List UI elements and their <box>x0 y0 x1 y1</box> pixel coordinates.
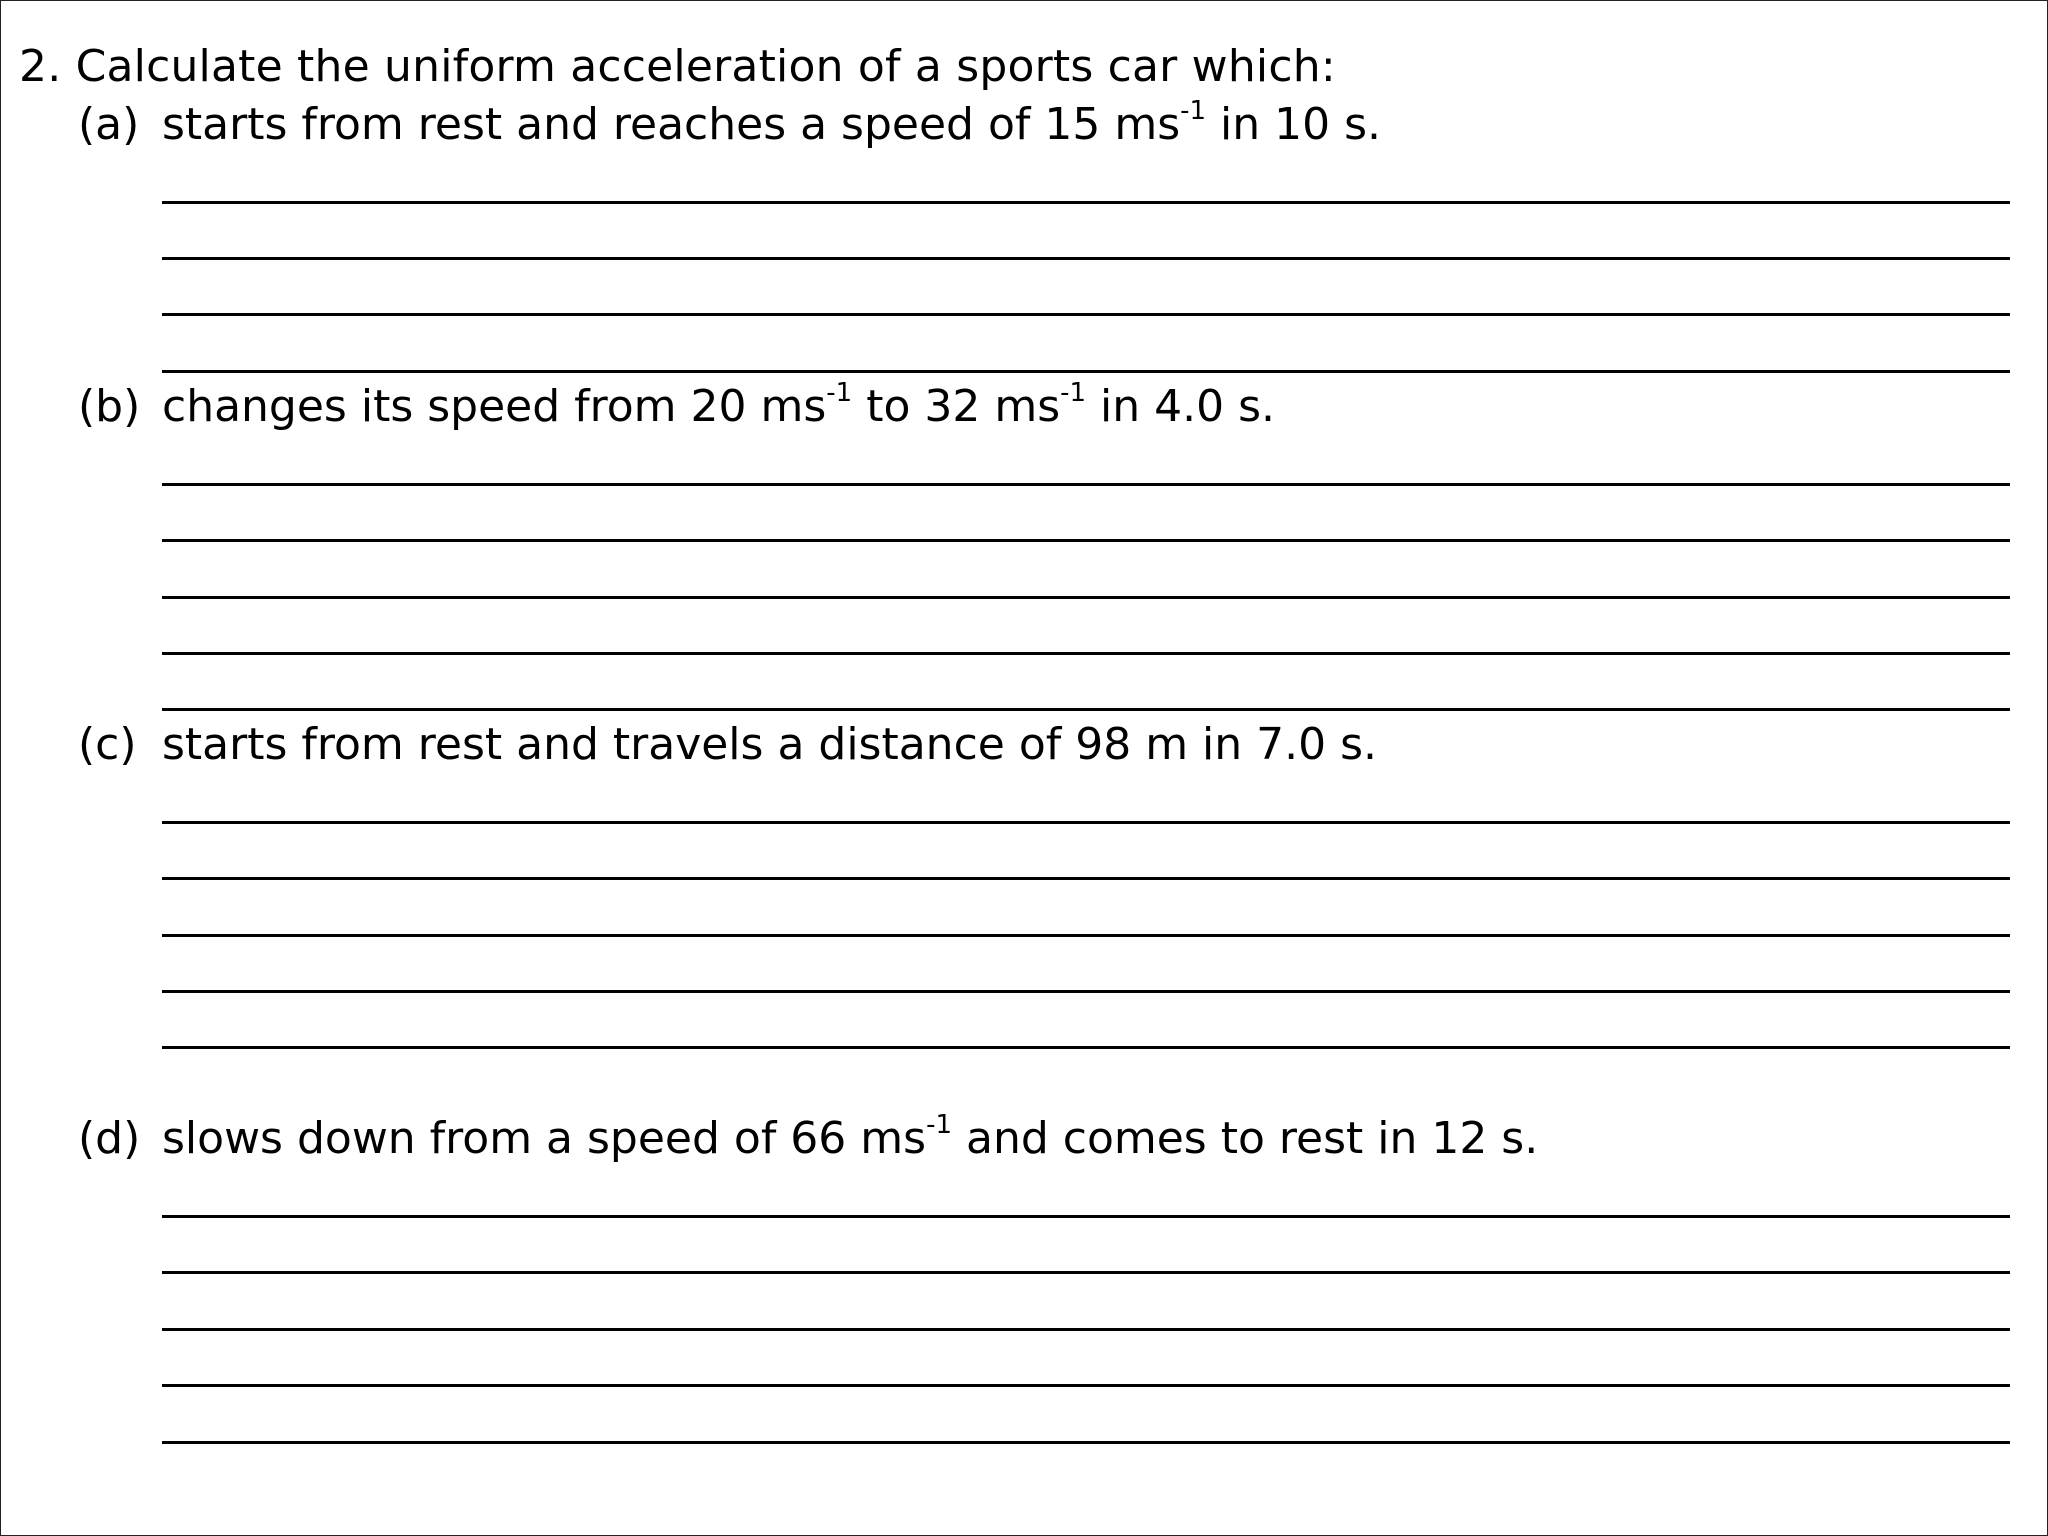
answer-line[interactable] <box>162 1271 2010 1274</box>
answer-line[interactable] <box>162 201 2010 204</box>
answer-line[interactable] <box>162 821 2010 824</box>
part-a-text: starts from rest and reaches a speed of 15 $ms^{-1}$ in 10 s. <box>162 96 1382 150</box>
part-b-text: changes its speed from 20 $ms^{-1}$ to 32 $ms^{-1}$ in 4.0 s. <box>162 378 1276 432</box>
answer-line[interactable] <box>162 1441 2010 1444</box>
answer-line[interactable] <box>162 1046 2010 1049</box>
part-a-label: (a) <box>78 99 140 150</box>
answer-line[interactable] <box>162 652 2010 655</box>
answer-line[interactable] <box>162 708 2010 711</box>
part-d-label: (d) <box>78 1113 141 1164</box>
answer-line[interactable] <box>162 934 2010 937</box>
part-d-text: slows down from a speed of 66 $ms^{-1}$ and comes to rest in 12 s. <box>162 1110 1539 1164</box>
question-title: 2. Calculate the uniform acceleration of a sports car which: <box>19 41 1336 92</box>
answer-line[interactable] <box>162 990 2010 993</box>
answer-line[interactable] <box>162 1384 2010 1387</box>
answer-line[interactable] <box>162 257 2010 260</box>
answer-line[interactable] <box>162 1215 2010 1218</box>
answer-line[interactable] <box>162 370 2010 373</box>
part-c-text: starts from rest and travels a distance of 98 m in 7.0 s. <box>162 719 1378 770</box>
answer-line[interactable] <box>162 596 2010 599</box>
answer-line[interactable] <box>162 539 2010 542</box>
part-b-label: (b) <box>78 381 141 432</box>
answer-line[interactable] <box>162 877 2010 880</box>
answer-line[interactable] <box>162 483 2010 486</box>
answer-line[interactable] <box>162 1328 2010 1331</box>
answer-line[interactable] <box>162 313 2010 316</box>
part-c-label: (c) <box>78 719 137 770</box>
